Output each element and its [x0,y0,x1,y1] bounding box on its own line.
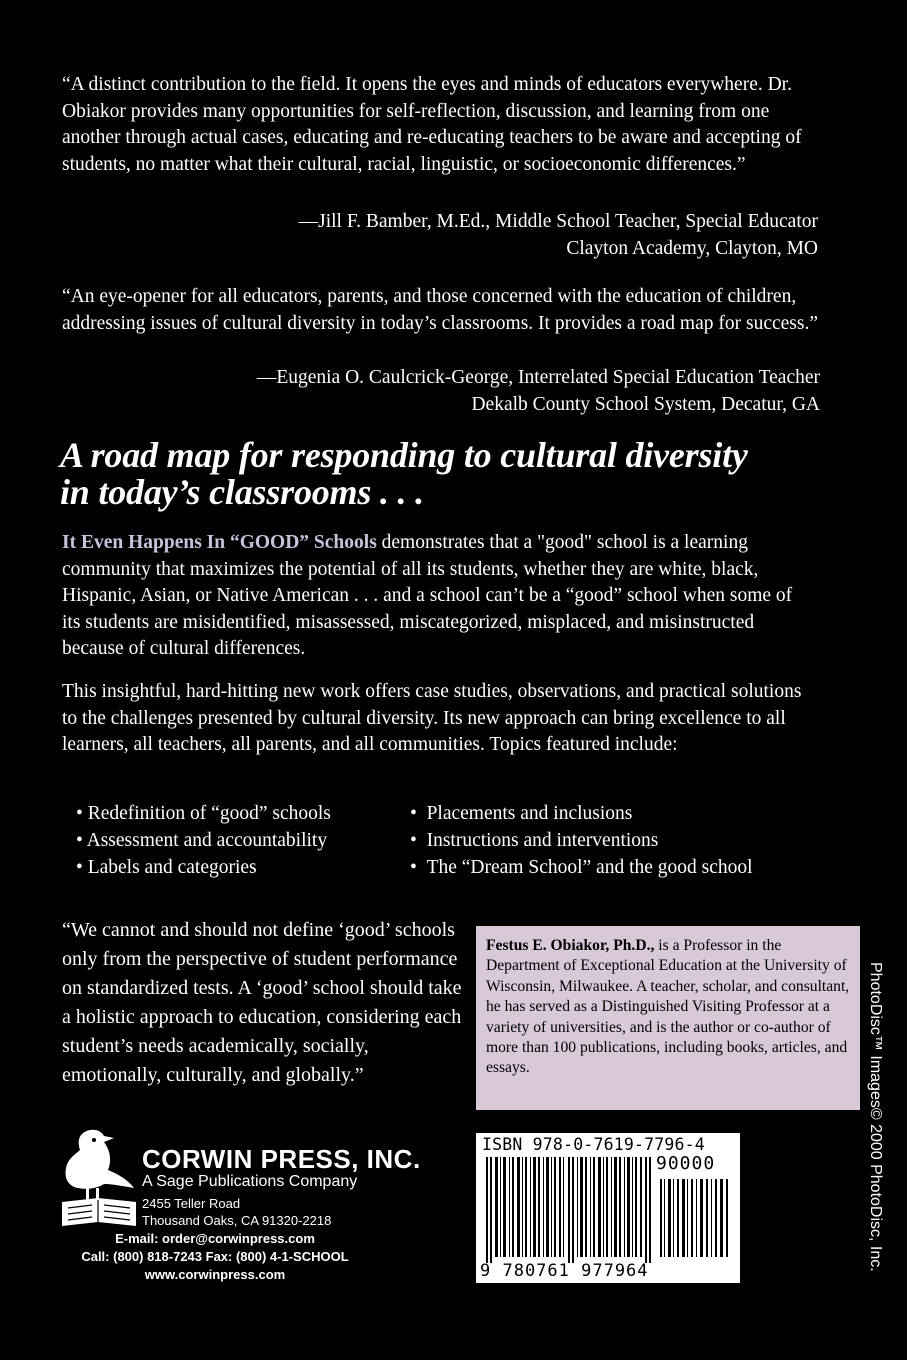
address-line-2: Thousand Oaks, CA 91320-2218 [142,1213,332,1228]
publisher-website: www.corwinpress.com [144,1267,286,1282]
endorsement-2-text: “An eye-opener for all educators, parents, and those concerned with the education of children, addressing issues of cultural diversity in today’s classrooms. It provides a road map for success.” [62,286,818,334]
endorsement-2-affiliation: Dekalb County School System, Decatur, GA [471,393,820,415]
author-bio-box [476,926,860,1110]
endorsement-1-author: —Jill F. Bamber, M.Ed., Middle School Teacher, Special Educator [298,211,818,232]
headline-line-1: A road map for responding to cultural diversity [60,435,748,475]
headline-line-2: in today’s classrooms . . . [60,472,424,512]
description-paragraph-1 [62,530,802,663]
raven-book-logo-icon [58,1128,140,1232]
topic-item: • Redefinition of “good” schools [76,803,331,824]
headline [60,437,860,511]
author-bio-text: is a Professor in the Department of Exceptional Education at the University of Wisconsin, Milwaukee. A teacher, scholar, and consultant, he has served as a Distinguished Visiting Professor at a variety of universities, and is the author or co-author of more than 100 publications, including books, articles, and essays. [486,937,850,1077]
description-paragraph-1-text: demonstrates that a "good" school is a learning community that maximizes the potential of all its students, whether they are white, black, Hispanic, Asian, or Native American . . . and a school can’t be a “good” school when some of its students are misidentified, misassessed, miscategorized, misplaced, and misinstructed because of cultural differences. [62,532,793,659]
isbn-barcode [476,1133,740,1283]
topic-item: • Labels and categories [76,857,257,878]
barcode-bars-icon [482,1157,734,1360]
topics-right-list [410,800,753,881]
publisher-name: CORWIN PRESS, INC. [142,1144,421,1174]
description-paragraph-2 [62,679,802,759]
topic-item: • Placements and inclusions [410,803,633,824]
publisher-email: E-mail: order@corwinpress.com [115,1231,315,1246]
description-paragraph-2-text: This insightful, hard-hitting new work offers case studies, observations, and practical solutions to the challenges presented by cultural diversity. Its new approach can bring excellence to all learners, all teachers, all parents, and all communities. Topics featured include: [62,681,802,755]
address-line-1: 2455 Teller Road [142,1196,241,1211]
publisher-contact [50,1230,380,1284]
author-quote-text: “We cannot and should not define ‘good’ schools only from the perspective of student performance on standardized tests. A ‘good’ school should take a holistic approach to education, considering each student’s needs academically, socially, emotionally, culturally, and globally.” [62,919,462,1086]
publisher-address [142,1195,331,1229]
topic-item: • The “Dream School” and the good school [410,857,753,878]
topic-item: • Assessment and accountability [76,830,328,851]
isbn-text: ISBN 978-0-7619-7796-4 [482,1135,705,1154]
publisher-phones: Call: (800) 818-7243 Fax: (800) 4-1-SCHOOL [81,1249,349,1264]
topic-item: • Instructions and interventions [410,830,659,851]
author-name: Festus E. Obiakor, Ph.D., [486,937,655,954]
photo-credit: PhotoDisc™ Images© 2000 PhotoDisc, Inc. [867,962,884,1272]
price-code: 90000 [656,1153,716,1174]
endorsement-1 [62,72,822,178]
endorsement-1-attribution [62,209,818,262]
endorsement-1-affiliation: Clayton Academy, Clayton, MO [566,237,818,259]
endorsement-1-text: “A distinct contribution to the field. It opens the eyes and minds of educators everywhere. Dr. Obiakor provides many opportunities for self-reflection, discussion, and learning from one another through actual cases, educating and re-educating teachers to be aware and accepting of students, no matter what their cultural, racial, linguistic, or socioeconomic differences.” [62,74,802,175]
publisher-subtitle: A Sage Publications Company [142,1173,358,1190]
endorsement-2-attribution [62,365,820,418]
endorsement-2-author: —Eugenia O. Caulcrick-George, Interrelated Special Education Teacher [256,367,820,388]
book-title: It Even Happens In “GOOD” Schools [62,532,377,553]
author-quote [62,916,470,1090]
barcode-digits: 9 780761 977964 [480,1261,649,1281]
topics-left-list [76,800,331,881]
endorsement-2 [62,284,822,337]
